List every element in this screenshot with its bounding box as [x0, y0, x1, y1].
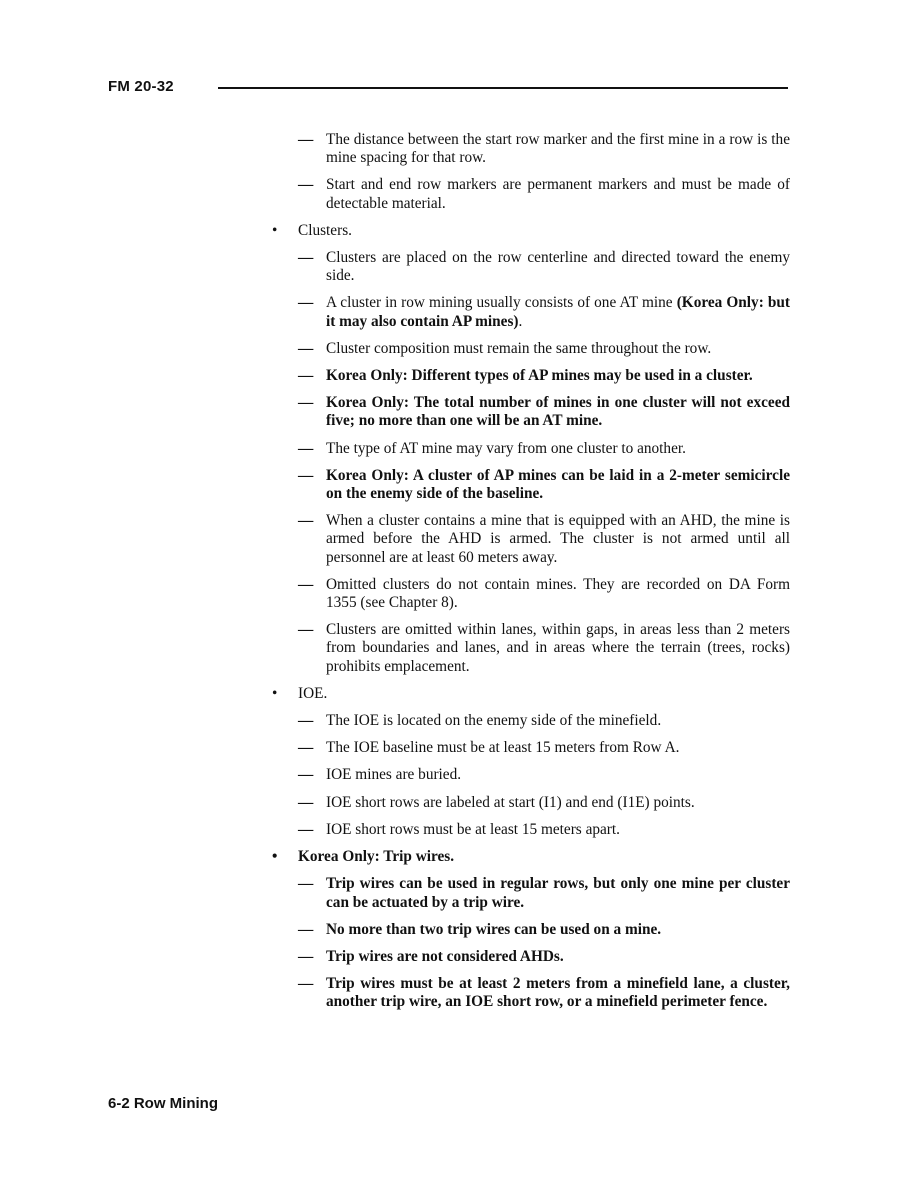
item-tail: .	[518, 312, 523, 330]
page-body	[270, 131, 790, 1021]
dash-marker: —	[298, 394, 314, 412]
dash-marker: —	[298, 339, 314, 357]
dash-marker: —	[298, 131, 314, 148]
header-rule	[218, 87, 788, 89]
list-item	[270, 685, 790, 703]
list-item	[270, 848, 790, 866]
item-text: Korea Only: A cluster of AP mines can be laid in a 2-meter semicircle on the enemy side of the baseline.	[326, 466, 790, 503]
list-item	[270, 394, 790, 430]
list-item	[270, 821, 790, 839]
page-header	[108, 78, 788, 98]
dash-marker: —	[298, 575, 314, 593]
item-bold-text: (Korea Only: but it may also contain AP mines)	[326, 294, 790, 330]
list-item	[270, 576, 790, 612]
item-text: Clusters are omitted within lanes, within gaps, in areas less than 2 meters from boundaries and lanes, and in areas where the terrain (trees, rocks) prohibits emplacement.	[326, 621, 790, 675]
list-item	[270, 766, 790, 784]
list-item	[270, 131, 790, 167]
dash-marker: —	[298, 875, 314, 893]
dash-marker: —	[298, 739, 314, 757]
list-item	[270, 975, 790, 1011]
list-item	[270, 621, 790, 676]
dash-marker: —	[298, 621, 314, 639]
item-text: The distance between the start row marker and the first mine in a row is the mine spacing for that row.	[326, 131, 790, 167]
item-text: IOE short rows must be at least 15 meters apart.	[326, 820, 620, 838]
list-item	[270, 249, 790, 285]
list-item	[270, 340, 790, 358]
item-text: Clusters.	[298, 221, 352, 239]
list-item	[270, 921, 790, 939]
list-item	[270, 176, 790, 212]
item-text: The IOE baseline must be at least 15 meters from Row A.	[326, 739, 680, 757]
dash-marker: —	[298, 793, 314, 811]
dash-marker: —	[298, 249, 314, 267]
item-text: Trip wires must be at least 2 meters from a minefield lane, a cluster, another trip wire, an IOE short row, or a minefield perimeter fence.	[326, 975, 790, 1011]
item-text: Trip wires can be used in regular rows, but only one mine per cluster can be actuated by a trip wire.	[326, 875, 790, 911]
item-text: Trip wires are not considered AHDs.	[326, 947, 564, 965]
list-item	[270, 367, 790, 385]
dash-marker: —	[298, 766, 314, 784]
list-item	[270, 794, 790, 812]
list-item	[270, 875, 790, 911]
item-text: IOE.	[298, 684, 328, 702]
item-text: Korea Only: Different types of AP mines may be used in a cluster.	[326, 367, 753, 385]
dash-marker: —	[298, 176, 314, 194]
list-item	[270, 222, 790, 240]
document-id: FM 20-32	[108, 78, 174, 95]
item-text: Korea Only: Trip wires.	[298, 848, 455, 866]
list-item	[270, 739, 790, 757]
item-text: Korea Only: The total number of mines in one cluster will not exceed five; no more than one will be an AT mine.	[326, 394, 790, 430]
item-text: IOE short rows are labeled at start (I1) and end (I1E) points.	[326, 793, 695, 811]
item-text: The type of AT mine may vary from one cluster to another.	[326, 439, 686, 457]
list-item	[270, 512, 790, 567]
item-text: The IOE is located on the enemy side of the minefield.	[326, 712, 662, 730]
dash-marker: —	[298, 920, 314, 938]
dash-marker: —	[298, 512, 314, 530]
bullet-marker: •	[272, 684, 278, 702]
item-text: No more than two trip wires can be used on a mine.	[326, 920, 662, 938]
item-text: IOE mines are buried.	[326, 766, 462, 784]
item-text: Start and end row markers are permanent markers and must be made of detectable material.	[326, 176, 790, 212]
dash-marker: —	[298, 439, 314, 457]
dash-marker: —	[298, 466, 314, 484]
dash-marker: —	[298, 294, 314, 312]
item-text: A cluster in row mining usually consists of one AT mine	[326, 294, 677, 312]
bullet-marker: •	[272, 848, 278, 866]
dash-marker: —	[298, 975, 314, 993]
list-item	[270, 948, 790, 966]
list-item	[270, 440, 790, 458]
item-text: Cluster composition must remain the same throughout the row.	[326, 339, 712, 357]
dash-marker: —	[298, 712, 314, 730]
bullet-marker: •	[272, 221, 278, 239]
list-item	[270, 294, 790, 330]
list-item	[270, 712, 790, 730]
list-item	[270, 467, 790, 503]
dash-marker: —	[298, 367, 314, 385]
dash-marker: —	[298, 947, 314, 965]
item-text: Clusters are placed on the row centerline and directed toward the enemy side.	[326, 249, 790, 285]
item-text: When a cluster contains a mine that is equipped with an AHD, the mine is armed before the AHD is armed. The cluster is not armed until all personnel are at least 60 meters away.	[326, 512, 790, 566]
item-text: Omitted clusters do not contain mines. They are recorded on DA Form 1355 (see Chapter 8).	[326, 575, 790, 612]
page-footer: 6-2 Row Mining	[108, 1095, 218, 1112]
dash-marker: —	[298, 820, 314, 838]
